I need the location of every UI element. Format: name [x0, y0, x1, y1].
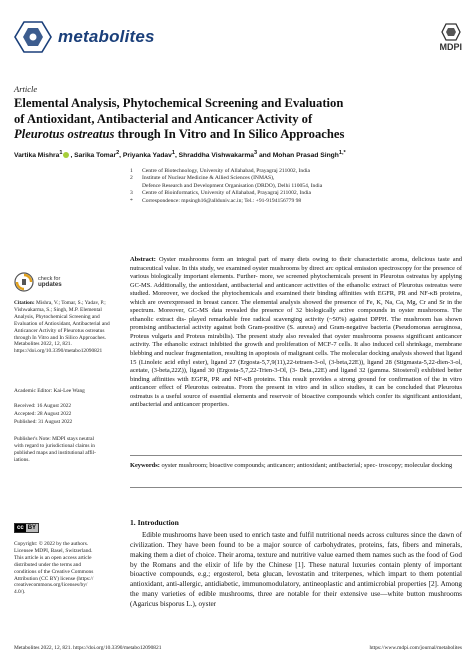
copyright-line: Licensee MDPI, Basel, Switzerland.: [14, 547, 93, 554]
check-updates-strong: updates: [38, 281, 62, 288]
orcid-icon[interactable]: [63, 152, 69, 158]
abstract-line: the presence of 32 biologically active compounds in oyster mushrooms. The ethanolic extract dis-: [130, 307, 462, 323]
author-2[interactable]: , Sarika Tomar: [70, 152, 117, 160]
check-updates-line: check for: [38, 275, 61, 282]
publisher-note-line: with regard to jurisdictional claims in: [14, 442, 95, 449]
author-5-affil: 1,*: [338, 150, 346, 156]
citation-line: Mishra, V.; Tomar, S.; Yadav,: [36, 300, 100, 306]
citation-block: [14, 300, 116, 355]
abstract-line: that ligand 15 (Linoleic acid ethyl ester), ligand 27 (Ergosta-5,7,9(11),22-tetraen-3-ol, (3-beta,22E)),: [130, 350, 462, 366]
abstract-line: Oyster mushrooms form an integral part of many diets owing to their characteristic aroma,: [158, 256, 409, 263]
citation-doi-link[interactable]: 12, 821. https://doi.org/10.3390/: [14, 341, 72, 355]
affiliation-row: [130, 198, 470, 205]
abstract-line: played remarkable free radical scavenging activity (~50%) against DPPH. The mushroom has shown: [188, 315, 462, 323]
correspondence-text[interactable]: Correspondence: mpsingh16@allduniv.ac.in; Tel.: +91-9194156779 98: [142, 197, 302, 204]
license-link[interactable]: creativecommons.org/licenses/by/: [14, 582, 88, 589]
author-3[interactable]: , Priyanka Yadav: [119, 152, 172, 160]
citation-line: Antioxidant, Antibacterial and: [44, 320, 110, 327]
abstract-line: more, we screened phytochemicals present in Pleurotus ostreatus by applying GC-MS. Additionally,: [130, 273, 463, 289]
journal-name: metabolites: [58, 27, 155, 46]
divider: [130, 487, 462, 488]
affiliation-mark: *: [130, 197, 133, 204]
abstract-line: ostreatus is a useful source of essential elements and reservoir of bioactive compounds which confer: [130, 392, 393, 400]
intro-line: and the elixir of life by the Chinese [1]. These natural luxuries contain plenty of important: [179, 560, 463, 569]
abstract-line: oyster mushrooms possess significant anticancer activity. The ethanolic extract inhibited the growth: [130, 332, 462, 349]
keywords-label: Keywords:: [130, 462, 160, 469]
editor-line: Academic Editor: Kai-Lee Wang: [14, 388, 85, 394]
title-species: Pleurotus ostreatus: [14, 127, 115, 141]
copyright-line: 4.0/).: [14, 589, 26, 596]
intro-line: and antimicrobial properties [2]. Among the many varieties of edible mushrooms, three: [130, 580, 463, 599]
title-line-2: of Antioxidant, Antibacterial and Anticancer Activity of: [14, 111, 313, 126]
author-3-affil: 1: [171, 150, 175, 156]
affiliation-mark: 2: [130, 175, 133, 182]
by-icon: BY: [27, 525, 37, 531]
affiliation-text: Defence Research and Development Organisation (DRDO), Delhi 110054, India: [142, 182, 323, 189]
copyright-line: Copyright: © 2022 by the authors.: [14, 541, 89, 547]
copyright-line: distributed under the terms and: [14, 561, 82, 568]
affiliations: [130, 168, 470, 205]
citation-line: Screening and Evaluation of: [14, 313, 100, 327]
copyright-line: conditions of the Creative Commons: [14, 568, 94, 575]
article-type: Article: [14, 84, 38, 94]
abstract-line: were studied. Moreover, we docked the phytochemicals and examined their binding affinities with: [130, 281, 462, 298]
copyright-line: This article is an open access article: [14, 554, 92, 561]
intro-line: are notable for their extensive use—white button mushrooms (Agaricus bisporus L.), oyster: [130, 590, 462, 608]
abstract-line: fragmentation, resulting in apoptosis of malignant cells. The molecular docking analysis showed: [185, 350, 434, 358]
publisher-note-line: Publisher's Note: MDPI stays neutral: [14, 436, 95, 442]
citation-line: Silico Approaches. Metabolites 2022,: [14, 334, 106, 348]
affiliation-mark: 3: [130, 190, 133, 197]
keywords-text: oyster mushroom; bioactive compounds; anticancer; antioxidant; antibacterial; spec-: [161, 462, 378, 469]
copyright-block: [14, 541, 116, 596]
author-list: [14, 150, 464, 159]
abstract-line: Beta.,22E) and ligand 32 (gamma. Sitosterol) exhibited better binding affinities with EGFR, PR and: [130, 367, 462, 383]
published-date: Published: 31 August 2022: [14, 419, 73, 425]
keywords-text-2: troscopy; molecular docking: [379, 462, 453, 469]
citation-line: Elemental Analysis, Phytochemical: [14, 306, 102, 320]
citation-line: P.; Vishwakarma, S.; Singh, M.P.: [14, 300, 106, 313]
abstract-line: of Pleurotus ostreatus. From the present in vitro and in silico studies, it can be concluded that Pleurotus: [176, 384, 462, 392]
abstract-line: ligand 28 (Stigmasta-5,22-dien-3-ol, acetate, (3-beta,22Z)), ligand 30 (Ergosta-5,7,22-Trien-3-Ol, (3-: [130, 358, 462, 375]
abstract-line: showed the presence of Fe, K, Na, Ca, Mg, Cr and Sr in the spectrum. Moreover, GC-MS data revealed: [130, 298, 462, 315]
author-1-affil: 1: [59, 150, 63, 156]
abstract-line: EGFR, PR and NF-κB proteins, which are overexpressed in breast cancer. The elemental analysis: [130, 290, 462, 306]
author-4[interactable]: , Shraddha Vishwakarma: [174, 152, 254, 160]
abstract: [130, 256, 462, 410]
publisher-name: MDPI: [439, 42, 462, 52]
intro-line: bioactive compounds, e.g.; ergosterol, beta glucan, levostatin and triterpenes, which impart: [130, 570, 407, 579]
abstract-line: and proliferation of MCF-7 cells. It also induced cell shrinkage, membrane blebbing and nuclear: [130, 341, 462, 358]
metabolites-logo-icon: [14, 20, 52, 54]
copyright-line: Attribution (CC BY) license (https://: [14, 575, 94, 582]
cc-by-badge[interactable]: [14, 523, 39, 533]
affiliation-row: [130, 190, 470, 197]
affiliation-mark: 1: [130, 168, 133, 174]
abstract-line: NF-κB proteins. This result provides a strong ground for confirmation of the in vitro anticancer effect: [130, 375, 462, 392]
affiliation-text: Centre of Bioinformatics, University of Allahabad, Prayagraj 211002, India: [142, 190, 311, 197]
intro-line: Edible mushrooms have been used to enrich taste and fulfil nutritional needs across: [142, 531, 385, 539]
citation-doi-link[interactable]: metabo12090821: [64, 348, 103, 355]
abstract-line: the antioxidant, antibacterial and anticancer activities of the ethanolic extract of Pleurotus ostreatus: [189, 281, 448, 289]
author-1[interactable]: Vartika Mishra: [14, 152, 60, 160]
publisher-note-line: iations.: [14, 456, 30, 463]
check-updates-icon: [14, 272, 34, 292]
citation-line: ostreatus through In Vitro and In: [14, 327, 105, 341]
intro-paragraph: [130, 531, 462, 610]
citation-line: Anticancer Activity of Pleurotus: [14, 327, 84, 334]
publisher-note-line: published maps and institutional affil-: [14, 449, 96, 456]
affiliation-text: Institute of Nuclear Medicine & Allied Sciences (INMAS),: [142, 175, 275, 182]
abstract-line: optical emission spectroscopy for the presence of various biologically important elements. Further-: [130, 264, 463, 281]
divider: [130, 455, 462, 456]
publisher-logo: [440, 23, 463, 52]
intro-line: texture and nutritive value earned them names such as the food of God by the Romans: [130, 550, 462, 569]
title-line-1: Elemental Analysis, Phytochemical Screening and Evaluation: [14, 96, 344, 110]
citation-label: Citation:: [14, 300, 35, 306]
article-title: [14, 96, 460, 143]
keywords: [130, 462, 462, 471]
journal-logo: [14, 20, 155, 54]
check-updates-label: [38, 276, 62, 289]
publisher-note: [14, 436, 116, 464]
abstract-line: (Pseudomonas aeruginosa, Proteus vulgaris and Proteus mirabilis). The present study also revealed that: [130, 324, 462, 340]
check-for-updates-button[interactable]: [14, 272, 62, 292]
title-line-3-rest: through In Vitro and In Silico Approaches: [114, 127, 345, 141]
affiliation-mark: [130, 183, 142, 190]
title-line-3: [14, 127, 460, 143]
abstract-label: Abstract:: [130, 256, 156, 263]
abstract-line: delicious taste and nutraceutical value. In this study, we examined oyster mushrooms by direct arc: [130, 256, 462, 272]
abstract-line: its significant antioxidant, antibacterial and anticancer properties.: [130, 392, 463, 409]
footer-journal-link[interactable]: https://www.mdpi.com/journal/metabolites: [369, 645, 462, 651]
received-date: Received: 16 August 2022: [14, 403, 72, 409]
intro-line: carbohydrates, proteins, fats, fibers and minerals, making them a diet of choice. Their aroma,: [130, 540, 462, 559]
author-2-affil: 2: [116, 150, 120, 156]
affiliation-text: Centre of Biotechnology, University of Allahabad, Prayagraj 211002, India: [142, 168, 310, 174]
affiliation-row: [130, 175, 470, 182]
cc-icon: cc: [17, 525, 24, 531]
author-4-affil: 3: [254, 150, 258, 156]
intro-line: to them potential antioxidant, anti-allergic, antidiabetic, immunomodulatory, antineoplastic: [130, 570, 462, 589]
mdpi-hexagon-icon: [441, 23, 461, 41]
section-heading: 1. Introduction: [130, 518, 179, 527]
intro-line: cultures since the dawn of civilization. They have been found to be a major source of: [130, 531, 463, 549]
accepted-date: Accepted: 28 August 2022: [14, 411, 72, 417]
footer-citation[interactable]: Metabolites 2022, 12, 821. https://doi.org/10.3390/metabo12090821: [14, 645, 162, 651]
abstract-line: promising antibacterial activity against both Gram-positive (S. aureus) and Gram-negative bacteria: [130, 324, 391, 332]
author-5[interactable]: and Mohan Prasad Singh: [257, 152, 339, 160]
